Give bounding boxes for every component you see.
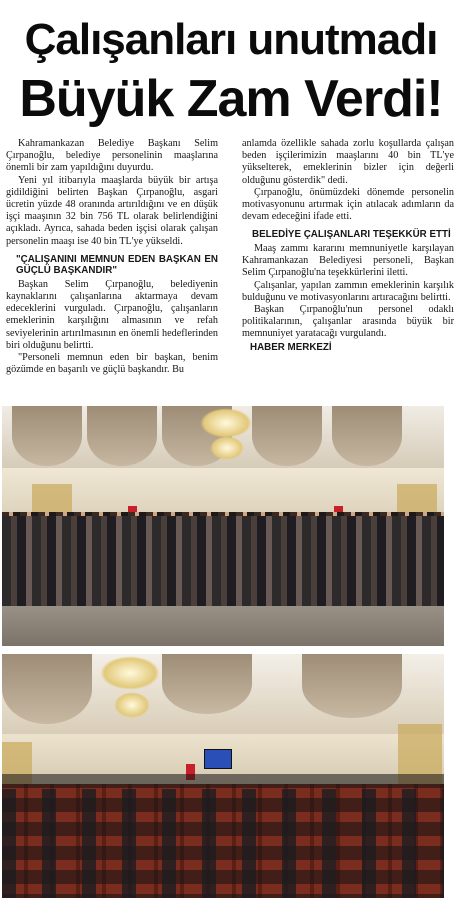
headline-line-1: Çalışanları unutmadı bbox=[24, 15, 438, 64]
paragraph: Kahramankazan Belediye Başkanı Selim Çırpanoğlu, belediye personelinin maaşlarına önemli bir zam yapıldığını duyurdu. bbox=[6, 138, 218, 174]
stage-screen bbox=[204, 749, 232, 769]
photo-staff-group bbox=[2, 406, 444, 646]
drape bbox=[332, 406, 402, 466]
paragraph: Maaş zammı kararını memnuniyetle karşılayan Kahramankazan Belediyesi personeli, Başkan Selim Çırpanoğlu'na teşekkürlerini iletti. bbox=[242, 242, 454, 279]
audience bbox=[2, 789, 444, 898]
chandelier bbox=[200, 408, 252, 438]
drape bbox=[2, 654, 92, 724]
paragraph: Çalışanlar, yapılan zammın emeklerinin karşılık bulduğunu ve motivasyonlarını artıracağını belirtti. bbox=[242, 279, 454, 303]
paragraph: Başkan Çırpanoğlu'nun personel odaklı politikalarının, çalışanlar arasında büyük bir memnuniyet yaratacağı vurgulandı. bbox=[242, 303, 454, 340]
drape bbox=[87, 406, 157, 466]
chandelier bbox=[114, 692, 150, 718]
photo-auditorium bbox=[2, 654, 444, 898]
drape bbox=[162, 654, 252, 714]
floor bbox=[2, 606, 444, 646]
subheading: "ÇALIŞANINI MEMNUN EDEN BAŞKAN EN GÜÇLÜ BAŞKANDIR" bbox=[16, 253, 218, 277]
chandelier bbox=[210, 436, 244, 460]
drape bbox=[252, 406, 322, 466]
crowd bbox=[2, 516, 444, 616]
article-column-left bbox=[6, 138, 218, 376]
paragraph: Çırpanoğlu, önümüzdeki dönemde personelin motivasyonunu artırmak için atılacak adımların da devam edeceğini ifade etti. bbox=[242, 186, 454, 223]
headline-line-2: Büyük Zam Verdi! bbox=[19, 70, 443, 128]
chandelier bbox=[100, 656, 160, 690]
paragraph: Yeni yıl itibarıyla maaşlarda büyük bir artışa gidildiğini belirten Başkan Çırpanoğlu, asgari ücretin yüzde 48 oranında artırıldığını ve en düşük işçi maaşının 32 bin 756 TL olarak belirlendiğini açıkladı. Ayrıca, sahada beden işçisi olarak çalışan personelin maaşı ise 40 bin TL'ye yükseldi. bbox=[6, 174, 218, 247]
drape bbox=[12, 406, 82, 466]
paragraph: "Personeli memnun eden bir başkan, benim gözümde en başarılı ve güçlü başkandır. Bu bbox=[6, 352, 218, 376]
paragraph: Başkan Selim Çırpanoğlu, belediyenin kaynaklarını çalışanlarına aktarmaya devam edeceklerini vurguladı. Çırpanoğlu, çalışanların emeklerinin karşılığını almasının ve refah seviyelerinin artırılmasının en önemli hedeflerinden biri olduğunu belirtti. bbox=[6, 278, 218, 351]
byline: HABER MERKEZİ bbox=[250, 341, 332, 353]
paragraph: anlamda özellikle sahada zorlu koşullarda çalışan beden işçilerimizin maaşlarını 40 bin TL'ye yükselterek, emeklerinin bizler için değerli olduğunu gösterdik" dedi. bbox=[242, 138, 454, 186]
subheading: BELEDİYE ÇALIŞANLARI TEŞEKKÜR ETTİ bbox=[252, 229, 451, 241]
article-column-right bbox=[242, 138, 454, 354]
drape bbox=[302, 654, 402, 718]
